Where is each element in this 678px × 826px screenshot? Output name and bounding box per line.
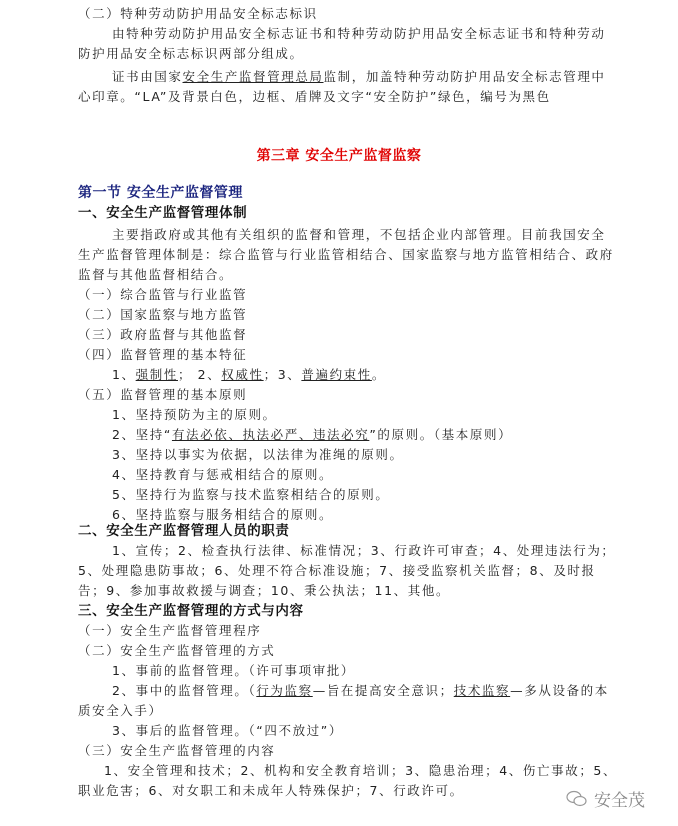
paragraph: 1、宣传；2、检查执行法律、标准情况；3、行政许可审查；4、处理违法行为；5、处理隐患防事故；6、处理不符合标准设施；7、接受监察机关监督；8、及时报告；9、参加事故救援与调查；10、秉公执法；11、其他。 (78, 543, 616, 598)
heading: 一、安全生产监督管理体制 (78, 205, 248, 221)
paragraph: 主要指政府或其他有关组织的监督和管理，不包括企业内部管理。目前我国安全生产监督管理体制是：综合监管与行业监管相结合、国家监察与地方监管相结合、政府监督与其他监督相结合。 (78, 227, 614, 282)
list-item: 4、坚持教育与惩戒相结合的原则。 (112, 467, 334, 482)
paragraph: 由特种劳动防护用品安全标志证书和特种劳动防护用品安全标志证书和特种劳动防护用品安全标志标识两部分组成。 (78, 26, 606, 61)
paragraph: 1、安全管理和技术；2、机构和安全教育培训；3、隐患治理；4、伤亡事故；5、职业危害；6、对女职工和未成年人特殊保护；7、行政许可。 (78, 763, 618, 798)
wechat-icon (566, 790, 588, 808)
list-item: （四）监督管理的基本特征 (78, 347, 248, 362)
list-item: 3、事后的监督管理。（“四不放过”） (112, 723, 343, 738)
list-item: （二）安全生产监督管理的方式 (78, 643, 276, 658)
chapter-title: 第三章 安全生产监督监察 (256, 148, 422, 164)
list-item: （二）国家监察与地方监管 (78, 307, 248, 322)
heading: 二、安全生产监督管理人员的职责 (78, 523, 290, 539)
list-item: 1、事前的监督管理。（许可事项审批） (112, 663, 356, 678)
list-item: （一）综合监管与行业监管 (78, 287, 248, 302)
watermark-text: 安全茂 (594, 791, 645, 811)
list-item: 5、坚持行为监察与技术监察相结合的原则。 (112, 487, 390, 502)
list-item: （五）监督管理的基本原则 (78, 387, 248, 402)
list-item: 2、事中的监督管理。（行为监察—旨在提高安全意识；技术监察—多从设备的本质安全入手） (78, 683, 609, 718)
list-item: 1、坚持预防为主的原则。 (112, 407, 277, 422)
heading: 三、安全生产监督管理的方式与内容 (78, 603, 304, 619)
list-item: 6、坚持监察与服务相结合的原则。 (112, 507, 334, 522)
list-item: 1、强制性； 2、权威性；3、普遍约束性。 (112, 367, 386, 382)
list-item: （一）安全生产监督管理程序 (78, 623, 262, 638)
list-item: （三）政府监督与其他监督 (78, 327, 248, 342)
paragraph: 证书由国家安全生产监督管理总局监制，加盖特种劳动防护用品安全标志管理中心印章。“LA”及背景白色，边框、盾牌及文字“安全防护”绿色，编号为黑色 (78, 69, 606, 104)
subheading: （二）特种劳动防护用品安全标志标识 (78, 6, 318, 21)
section-title: 第一节 安全生产监督管理 (78, 185, 243, 201)
list-item: 2、坚持“有法必依、执法必严、违法必究”的原则。（基本原则） (112, 427, 513, 442)
watermark (566, 786, 645, 811)
list-item: 3、坚持以事实为依据，以法律为准绳的原则。 (112, 447, 404, 462)
list-item: （三）安全生产监督管理的内容 (78, 743, 276, 758)
